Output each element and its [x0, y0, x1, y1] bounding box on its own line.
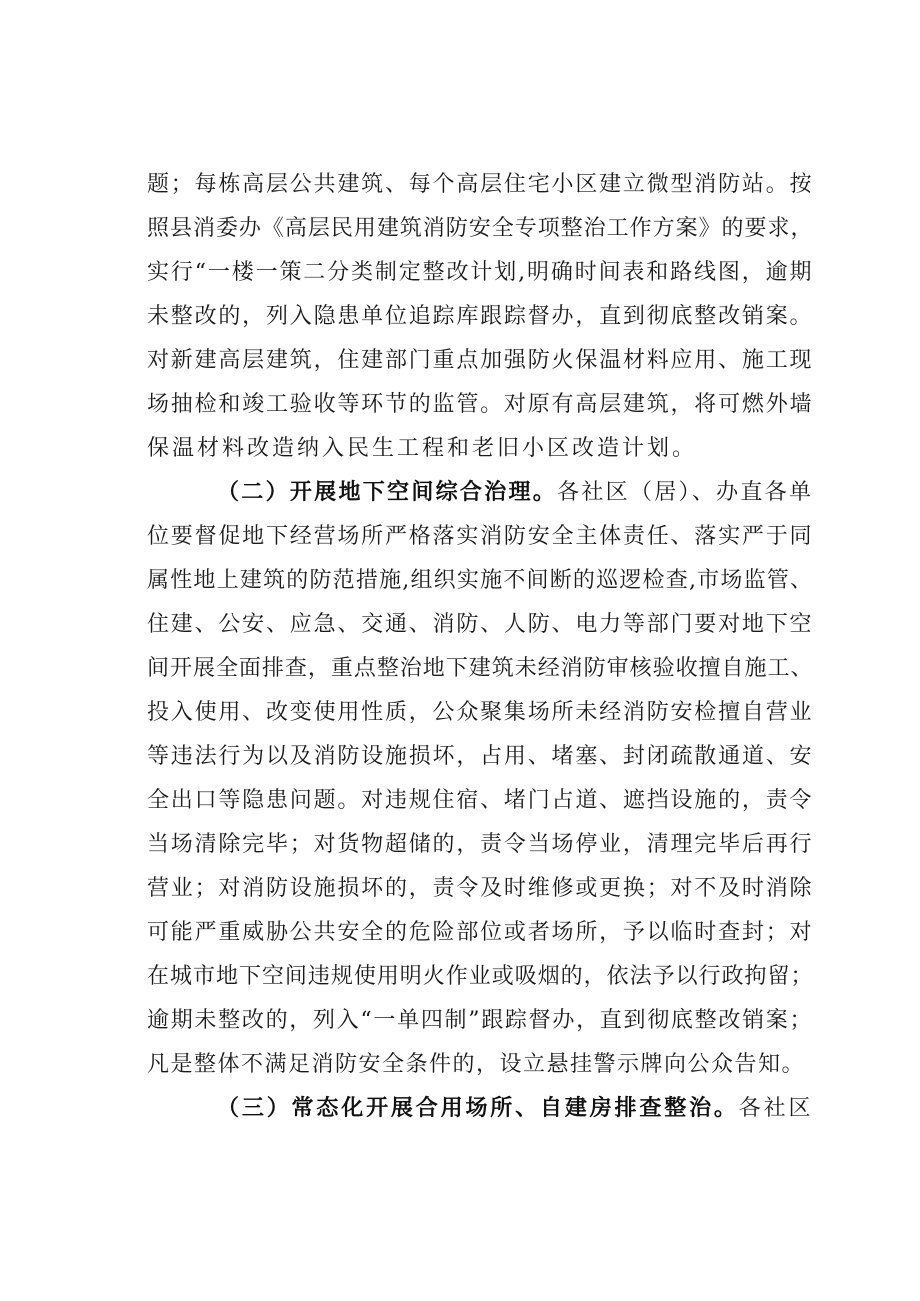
body-line: 保温材料改造纳入民生工程和老旧小区改造计划。 — [147, 436, 698, 461]
section-3-first-line-text: 各社区 — [738, 1096, 813, 1121]
section-2-first-line — [147, 471, 813, 515]
body-line: 位要督促地下经营场所严格落实消防安全主体责任、落实严于同 — [147, 524, 813, 549]
body-line: 实行“一楼一策二分类制定整改计划,明确时间表和路线图，逾期 — [147, 260, 813, 285]
section-3-first-line — [147, 1087, 813, 1131]
body-line: 属性地上建筑的防范措施,组织实施不间断的巡逻检查,市场监管、 — [147, 568, 813, 593]
body-line: 住建、公安、应急、交通、消防、人防、电力等部门要对地下空 — [147, 612, 813, 637]
body-line: 未整改的，列入隐患单位追踪库跟踪督办，直到彻底整改销案。 — [147, 304, 813, 329]
body-line: 对新建高层建筑，住建部门重点加强防火保温材料应用、施工现 — [147, 348, 813, 373]
document-body — [147, 163, 813, 1131]
body-line: 在城市地下空间违规使用明火作业或吸烟的，依法予以行政拘留； — [147, 964, 813, 989]
body-line: 照县消委办《高层民用建筑消防安全专项整治工作方案》的要求， — [147, 216, 813, 241]
body-line: 题；每栋高层公共建筑、每个高层住宅小区建立微型消防站。按 — [147, 172, 813, 197]
body-line: 间开展全面排查，重点整治地下建筑未经消防审核验收擅自施工、 — [147, 656, 813, 681]
section-2-first-line-text: 各社区（居）、办直各单 — [557, 480, 813, 505]
body-line: 全出口等隐患问题。对违规住宿、堵门占道、遮挡设施的，责令 — [147, 788, 813, 813]
body-line: 营业；对消防设施损坏的，责令及时维修或更换；对不及时消除 — [147, 876, 813, 901]
body-line: 可能严重威胁公共安全的危险部位或者场所，予以临时查封；对 — [147, 920, 813, 945]
section-3-heading: （三）常态化开展合用场所、自建房排查整治。 — [217, 1096, 739, 1121]
body-line: 逾期未整改的，列入“一单四制”跟踪督办，直到彻底整改销案； — [147, 1008, 813, 1033]
body-line: 投入使用、改变使用性质，公众聚集场所未经消防安检擅自营业 — [147, 700, 813, 725]
body-line: 当场清除完毕；对货物超储的，责令当场停业，清理完毕后再行 — [147, 832, 813, 857]
body-line: 场抽检和竣工验收等环节的监管。对原有高层建筑，将可燃外墙 — [147, 392, 813, 417]
body-line: 等违法行为以及消防设施损坏，占用、堵塞、封闭疏散通道、安 — [147, 744, 813, 769]
body-line: 凡是整体不满足消防安全条件的，设立悬挂警示牌向公众告知。 — [147, 1052, 806, 1077]
section-2-heading: （二）开展地下空间综合治理。 — [217, 480, 558, 505]
